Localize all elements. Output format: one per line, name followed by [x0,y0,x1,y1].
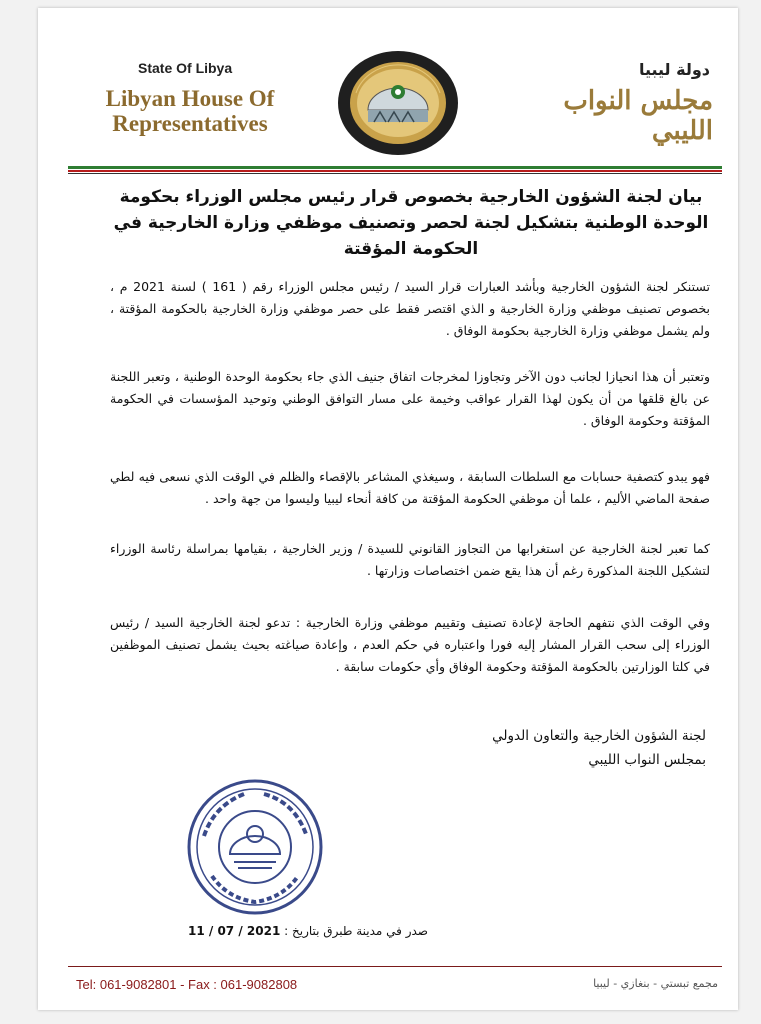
header-rule-red [68,170,722,172]
issued-date: 2021 / 07 / 11 [188,924,281,938]
footer-rule [68,966,722,967]
paragraph-5: وفي الوقت الذي نتفهم الحاجة لإعادة تصنيف وتقييم موظفي وزارة الخارجية : تدعو لجنة الخارجية السيد / رئيس الوزراء إلى سحب القرار المشار إليه فورا واعتباره في حكم العدم ، وإعادة صياغته بحيث يشمل تصنيف الموظفين في كلتا الوزارتين بالحكومة المؤقتة وحكومة الوفاق وأي حكومات سابقة . [110,615,710,674]
footer-tel-fax: Tel: 061-9082801 - Fax : 061-9082808 [76,977,298,992]
header-rule-black [68,173,722,174]
paragraph-1: تستنكر لجنة الشؤون الخارجية وبأشد العبارات قرار السيد / رئيس مجلس الوزراء رقم ( 161 ) لسنة 2021 م ، بخصوص تصنيف موظفي وزارة الخارجية و الذي اقتصر فقط على حصر موظفي وزارة الخارجية بالحكومة المؤقتة ، ولم يشمل موظفي وزارة الخارجية بحكومة الوفاق . [110,279,710,338]
issued-line [114,924,428,938]
letter-page [38,8,738,1010]
signature-committee: لجنة الشؤون الخارجية والتعاون الدولي [492,728,706,744]
paragraph-2: وتعتبر أن هذا انحيازا لجانب دون الآخر وتجاوزا لمخرجات اتفاق جنيف الذي جاء بحكومة الوحدة الوطنية ، وتعبر اللجنة عن بالغ قلقها من أن يكون لهذا القرار عواقب وخيمة على مسار التوافق الوطني وتوحيد المؤسسات في الحكومة المؤقتة وحكومة الوفاق . [110,369,710,428]
state-ar: دولة ليبيا [638,60,710,79]
state-en: State Of Libya [138,60,233,76]
signature-block [398,724,706,772]
paragraph-4: كما تعبر لجنة الخارجية عن استغرابها من التجاوز القانوني للسيدة / وزير الخارجية ، بقيامها بمراسلة رئاسة الوزراء لتشكيل اللجنة المذكورة رغم أن هذا يقع ضمن اختصاصات وزارتها . [110,541,710,578]
header-rule-green [68,166,722,169]
committee-seal-stamp [184,776,326,918]
signature-house: بمجلس النواب الليبي [588,752,706,768]
house-en: Libyan House Of Representatives [105,86,275,136]
house-ar: مجلس النواب الليبي [563,86,713,146]
paragraph-3: فهو يبدو كتصفية حسابات مع السلطات السابقة ، وسيغذي المشاعر بالإقصاء والظلم في الوقت الذي نسعى فيه لطي صفحة الماضي الأليم ، علما أن موظفي الحكومة المؤقتة من كافة أنحاء ليبيا وليسوا من جهة واحد . [110,469,710,506]
footer-address: مجمع تبستي - بنغازي - ليبيا [593,977,718,990]
issued-label: صدر في مدينة طبرق بتاريخ : [284,924,428,938]
parliament-emblem-logo [334,48,462,158]
statement-title: بيان لجنة الشؤون الخارجية بخصوص قرار رئيس مجلس الوزراء بحكومة الوحدة الوطنية بتشكيل لجنة لحصر وتصنيف موظفي وزارة الخارجية في الحكومة المؤقتة [113,187,709,259]
